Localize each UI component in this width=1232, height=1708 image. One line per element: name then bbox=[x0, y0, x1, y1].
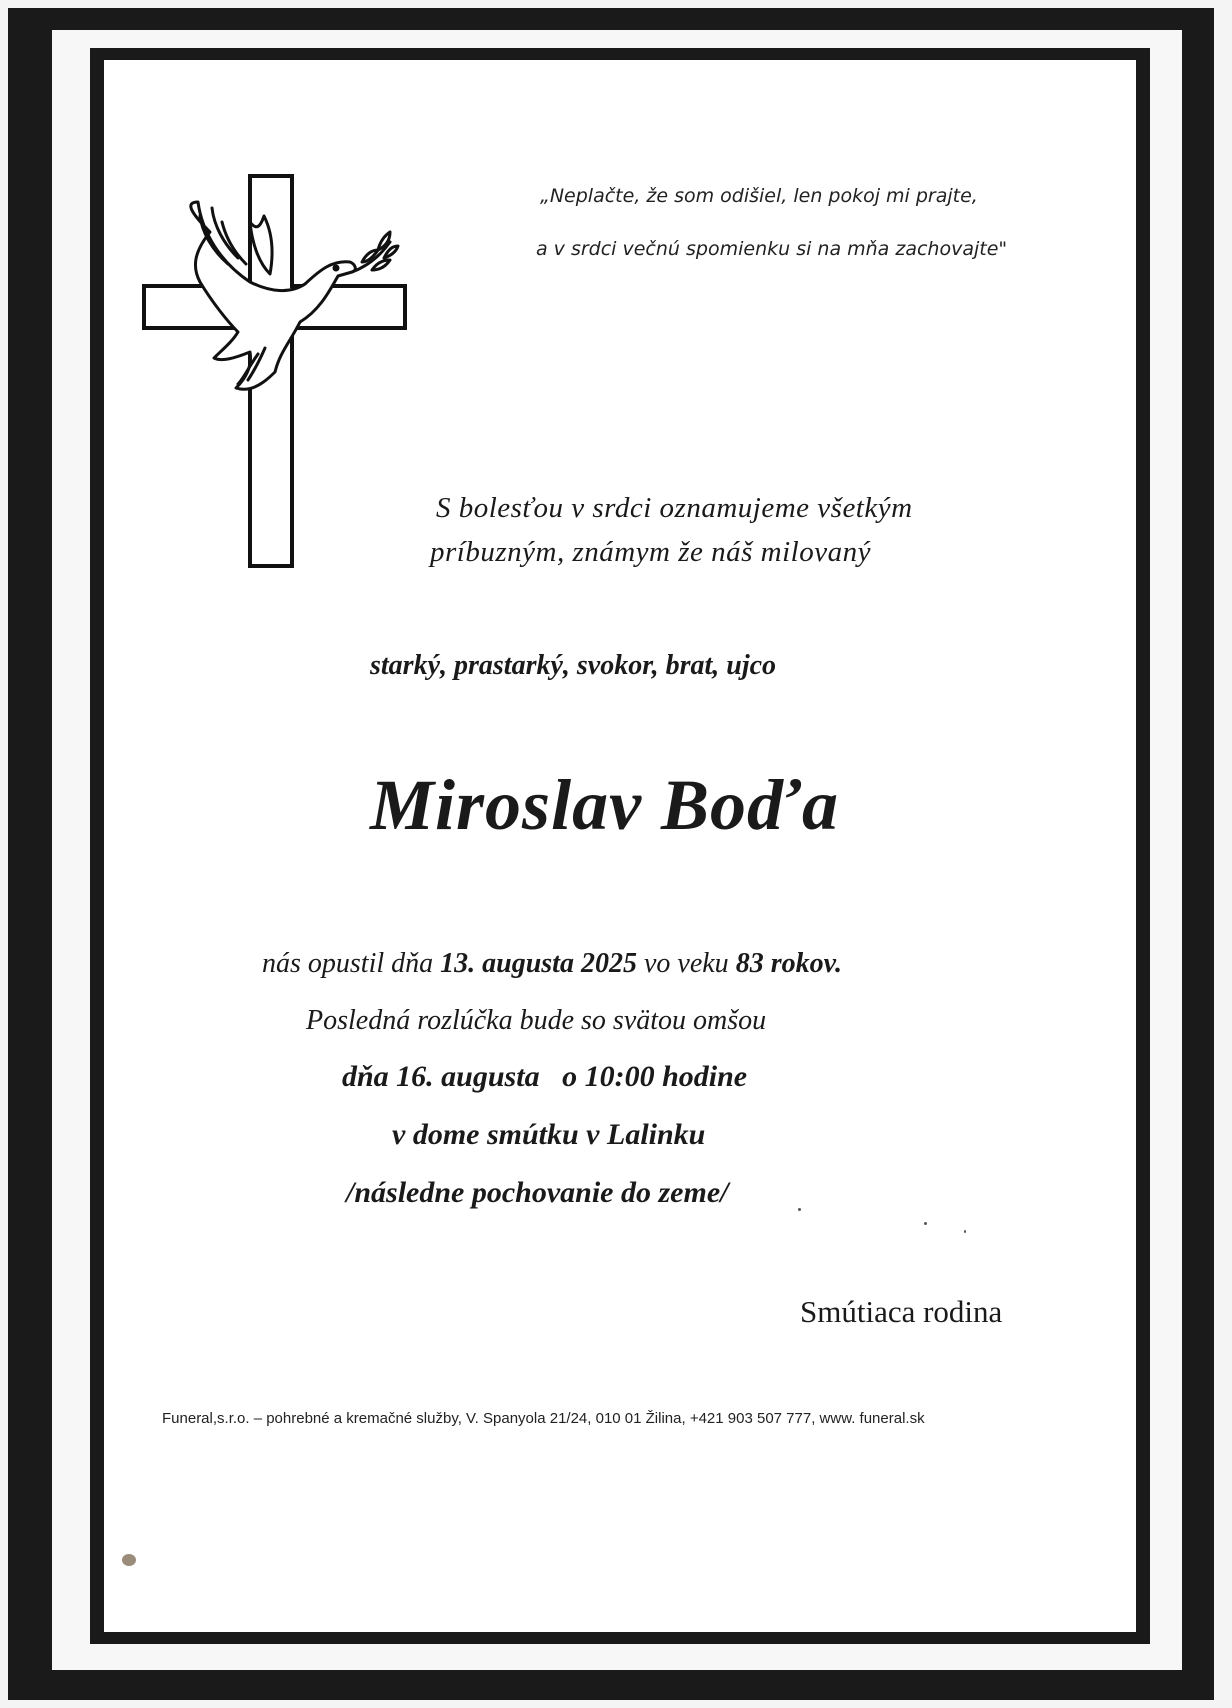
death-announcement bbox=[262, 948, 842, 980]
family-relations: starký, prastarký, svokor, brat, ujco bbox=[370, 650, 777, 681]
cross-with-dove-icon bbox=[140, 172, 420, 572]
farewell-date: dňa 16. augusta bbox=[342, 1060, 540, 1093]
death-middle: vo veku bbox=[643, 948, 729, 979]
intro-line-1: S bolesťou v srdci oznamujeme všetkým bbox=[436, 492, 913, 524]
death-date: 13. augusta 2025 bbox=[440, 948, 637, 979]
scan-speck bbox=[924, 1222, 927, 1225]
scan-speck bbox=[798, 1208, 801, 1211]
signature: Smútiaca rodina bbox=[800, 1294, 1003, 1329]
quote-line-2: a v srdci večnú spomienku si na mňa zachovajte" bbox=[536, 238, 1008, 260]
death-age: 83 rokov. bbox=[735, 948, 842, 979]
funeral-service-footer: Funeral,s.r.o. – pohrebné a kremačné služby, V. Spanyola 21/24, 010 01 Žilina, +421 903 507 777, www. funeral.sk bbox=[162, 1410, 925, 1427]
farewell-date-time bbox=[342, 1060, 747, 1094]
scan-speck bbox=[122, 1554, 136, 1566]
scan-speck bbox=[964, 1230, 966, 1233]
death-prefix: nás opustil dňa bbox=[262, 948, 434, 979]
deceased-name: Miroslav Boďa bbox=[370, 765, 839, 845]
quote-line-1: „Neplačte, že som odišiel, len pokoj mi prajte, bbox=[540, 185, 978, 207]
intro-line-2: príbuzným, známym že náš milovaný bbox=[430, 536, 871, 568]
farewell-place: v dome smútku v Lalinku bbox=[392, 1118, 706, 1151]
burial-note: /následne pochovanie do zeme/ bbox=[346, 1176, 729, 1209]
farewell-time: o 10:00 hodine bbox=[562, 1060, 748, 1093]
farewell-line-1: Posledná rozlúčka bude so svätou omšou bbox=[306, 1005, 767, 1036]
